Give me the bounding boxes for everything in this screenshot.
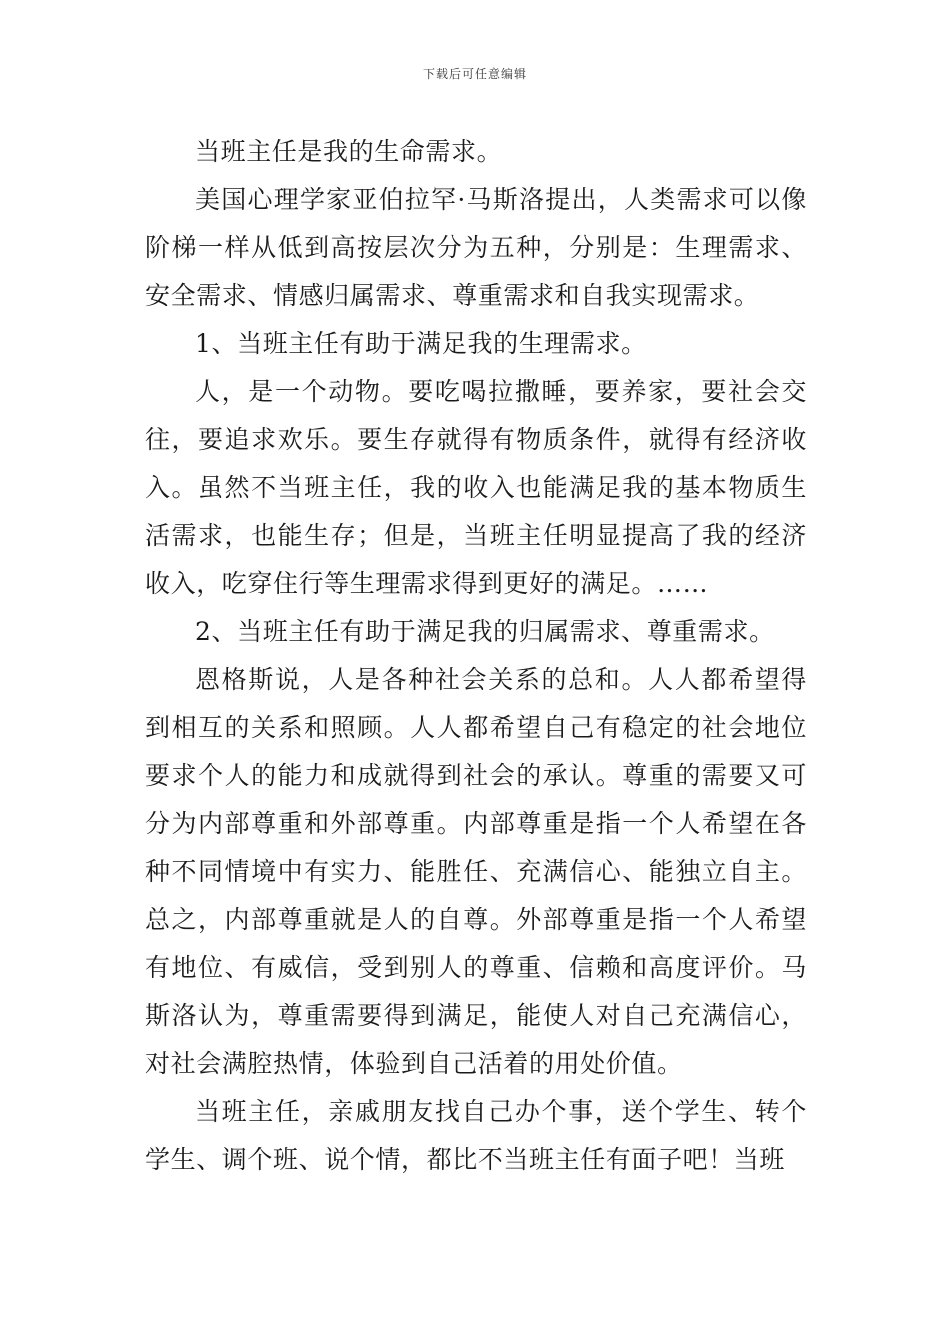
section-heading-2: 2、当班主任有助于满足我的归属需求、尊重需求。 bbox=[195, 617, 775, 646]
paragraph-face: 当班主任，亲戚朋友找自己办个事，送个学生、转个学生、调个班、说个情，都比不当班主任有面子吧！当班 bbox=[145, 1097, 807, 1174]
paragraph-maslow: 美国心理学家亚伯拉罕·马斯洛提出，人类需求可以像阶梯一样从低到高按层次分为五种，分别是：生理需求、安全需求、情感归属需求、尊重需求和自我实现需求。 bbox=[145, 185, 807, 310]
paragraph-intro: 当班主任是我的生命需求。 bbox=[195, 137, 503, 166]
paragraph-physiological: 人，是一个动物。要吃喝拉撒睡，要养家，要社会交往，要追求欢乐。要生存就得有物质条件，就得有经济收入。虽然不当班主任，我的收入也能满足我的基本物质生活需求，也能生存；但是，当班主任明显提高了我的经济收入，吃穿住行等生理需求得到更好的满足。…… bbox=[145, 377, 807, 598]
paragraph-esteem: 恩格斯说，人是各种社会关系的总和。人人都希望得到相互的关系和照顾。人人都希望自己有稳定的社会地位要求个人的能力和成就得到社会的承认。尊重的需要又可分为内部尊重和外部尊重。内部尊重是指一个人希望在各种不同情境中有实力、能胜任、充满信心、能独立自主。总之，内部尊重就是人的自尊。外部尊重是指一个人希望有地位、有威信，受到别人的尊重、信赖和高度评价。马斯洛认为，尊重需要得到满足，能使人对自己充满信心，对社会满腔热情，体验到自己活着的用处价值。 bbox=[145, 665, 807, 1078]
section-heading-1: 1、当班主任有助于满足我的生理需求。 bbox=[195, 329, 647, 358]
page-header: 下载后可任意编辑 bbox=[422, 67, 527, 81]
document-body bbox=[145, 128, 807, 1184]
